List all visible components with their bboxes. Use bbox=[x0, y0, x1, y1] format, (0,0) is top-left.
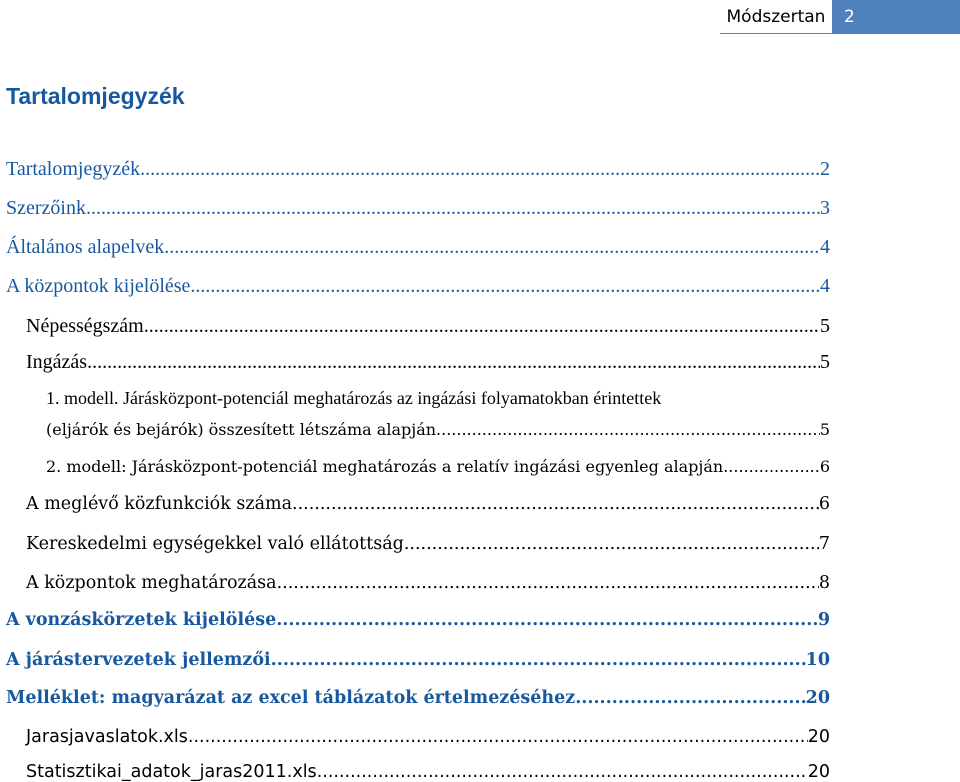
toc-entry-text: A járástervezetek jellemzői bbox=[6, 650, 271, 670]
toc-heading: Tartalomjegyzék bbox=[6, 83, 185, 109]
toc-leader-dots bbox=[436, 420, 820, 439]
toc-entry-page: 20 bbox=[807, 727, 830, 747]
toc-entry-text: A vonzáskörzetek kijelölése bbox=[6, 610, 277, 630]
page-header bbox=[720, 0, 960, 34]
toc-leader-dots bbox=[140, 158, 820, 181]
toc-leader-dots bbox=[292, 494, 819, 514]
header-section-title: Módszertan bbox=[720, 0, 832, 34]
toc-entry-page: 20 bbox=[807, 762, 830, 782]
toc-entry-page: 5 bbox=[819, 420, 830, 439]
toc-entry-page: 6 bbox=[818, 494, 830, 514]
toc-entry-jarasjavaslatok[interactable] bbox=[26, 719, 960, 747]
toc-entry-szerzoink[interactable] bbox=[6, 192, 960, 220]
toc-entry-melleklet[interactable] bbox=[6, 680, 960, 708]
toc-entry-text: A központok kijelölése bbox=[6, 275, 191, 297]
header-page-number: 2 bbox=[832, 0, 960, 34]
toc-entry-modell2[interactable] bbox=[46, 450, 960, 476]
toc-leader-dots bbox=[144, 315, 820, 338]
toc-leader-dots bbox=[404, 534, 819, 554]
toc-entry-text: (eljárók és bejárók) összesített létszáma alapján bbox=[46, 420, 437, 439]
toc-entry-page: 3 bbox=[820, 197, 830, 219]
toc-entry-text: Népességszám bbox=[26, 315, 144, 337]
toc-leader-dots bbox=[276, 610, 818, 630]
toc-entry-vonzaskorzetek[interactable] bbox=[6, 602, 960, 630]
toc-entry-tartalomjegyzek[interactable] bbox=[6, 153, 960, 181]
toc-entry-kozpontok-meghatarozasa[interactable] bbox=[26, 565, 960, 593]
toc-entry-kozfunkciok[interactable] bbox=[26, 486, 960, 514]
toc-entry-text: Jarasjavaslatok.xls bbox=[26, 727, 188, 747]
toc-entry-text: Melléklet: magyarázat az excel táblázatok értelmezéséhez bbox=[6, 688, 576, 708]
toc-entry-modell1[interactable] bbox=[46, 413, 960, 439]
toc-entry-page: 4 bbox=[820, 275, 830, 297]
toc-entry-kereskedelmi[interactable] bbox=[26, 526, 960, 554]
toc-entry-text: 2. modell: Járásközpont-potenciál meghatározás a relatív ingázási egyenleg alapján bbox=[46, 457, 724, 476]
toc-entry-page: 20 bbox=[805, 688, 830, 708]
toc-leader-dots bbox=[723, 457, 820, 476]
toc-leader-dots bbox=[575, 688, 805, 708]
toc-entry-page: 5 bbox=[820, 351, 830, 373]
toc-entry-text: Általános alapelvek bbox=[6, 236, 165, 258]
toc-entry-nepessegszam[interactable] bbox=[26, 310, 960, 338]
toc-entry-page: 8 bbox=[818, 573, 830, 593]
toc-leader-dots bbox=[277, 573, 819, 593]
toc-entry-page: 10 bbox=[805, 650, 830, 670]
toc-entry-statisztikai-adatok[interactable] bbox=[26, 756, 960, 782]
toc-leader-dots bbox=[190, 275, 820, 298]
toc-entry-page: 7 bbox=[818, 534, 830, 554]
toc-entry-text: Szerzőink bbox=[6, 197, 86, 219]
toc-entry-page: 2 bbox=[820, 158, 830, 180]
toc-entry-text: Tartalomjegyzék bbox=[6, 158, 141, 180]
toc-entry-altalanos-alapelvek[interactable] bbox=[6, 231, 960, 259]
toc-entry-text: Statisztikai_adatok_jaras2011.xls bbox=[26, 762, 317, 782]
toc-entry-page: 9 bbox=[817, 610, 830, 630]
toc-leader-dots bbox=[86, 197, 820, 220]
toc-entry-kozpontok-kijelolese[interactable] bbox=[6, 270, 960, 298]
toc-leader-dots bbox=[317, 762, 808, 782]
toc-entry-text: Kereskedelmi egységekkel való ellátottság bbox=[26, 534, 404, 554]
toc-leader-dots bbox=[271, 650, 806, 670]
toc-entry-text: Ingázás bbox=[26, 351, 88, 373]
toc-entry-page: 4 bbox=[820, 236, 830, 258]
toc-entry-modell1-line1[interactable]: 1. modell. Járásközpont-potenciál meghatározás az ingázási folyamatokban érintettek bbox=[46, 388, 662, 408]
toc-entry-page: 5 bbox=[820, 315, 830, 337]
toc-leader-dots bbox=[164, 236, 820, 259]
toc-entry-text: A központok meghatározása bbox=[26, 573, 277, 593]
toc-entry-ingazas[interactable] bbox=[26, 346, 960, 374]
toc-entry-jarastervezetek[interactable] bbox=[6, 642, 960, 670]
toc-leader-dots bbox=[188, 727, 808, 747]
toc-entry-text: A meglévő közfunkciók száma bbox=[26, 494, 293, 514]
toc-entry-page: 6 bbox=[819, 457, 830, 476]
toc-leader-dots bbox=[87, 351, 820, 374]
